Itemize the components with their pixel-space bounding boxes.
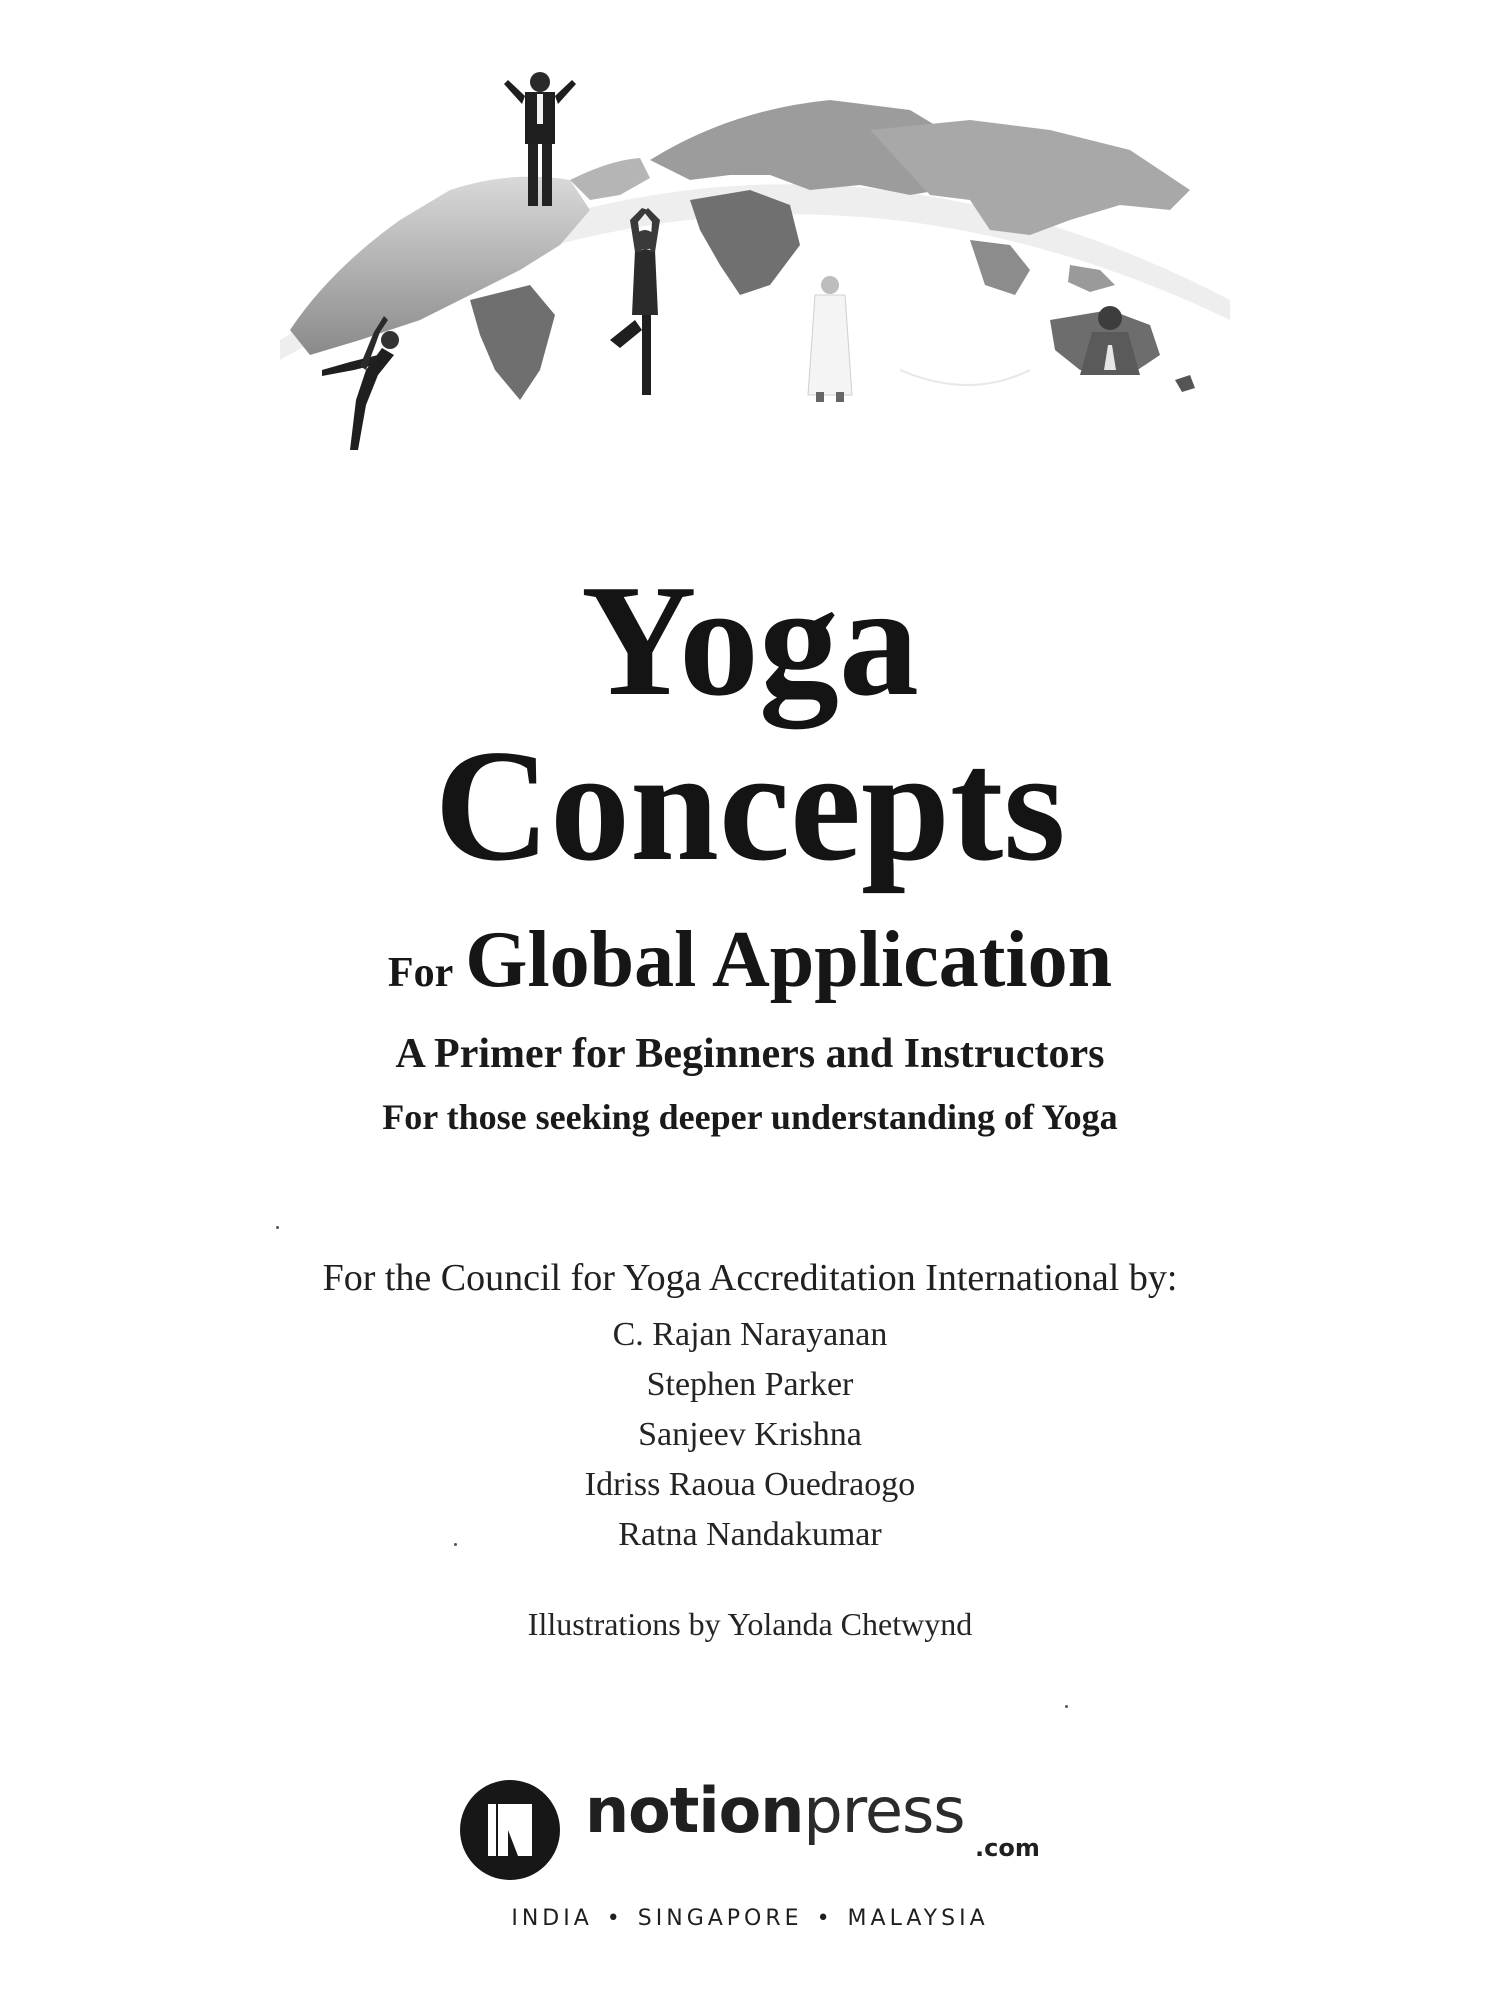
author-name: Ratna Nandakumar xyxy=(618,1516,882,1553)
world-map-with-yoga-figures-icon xyxy=(270,70,1250,510)
tagline-primary: A Primer for Beginners and Instructors xyxy=(395,1031,1105,1077)
publisher-locations xyxy=(0,1906,1500,1931)
publisher-logo xyxy=(460,1770,1040,1890)
scan-speck xyxy=(276,1226,279,1229)
publisher-name-light: press xyxy=(803,1774,965,1847)
illustrator-credit: Illustrations by Yolanda Chetwynd xyxy=(527,1606,973,1642)
location-singapore: SINGAPORE xyxy=(637,1906,803,1931)
author-name: Stephen Parker xyxy=(646,1366,854,1403)
subtitle-prefix: For xyxy=(387,950,454,996)
publisher-name-bold: notion xyxy=(585,1774,804,1847)
tree-pose-figure-icon xyxy=(610,208,660,395)
scan-speck xyxy=(454,1543,457,1546)
world-map-illustration xyxy=(270,70,1250,510)
scan-speck xyxy=(1065,1705,1068,1708)
location-separator: • xyxy=(816,1906,834,1931)
book-subtitle xyxy=(0,916,1500,1004)
publisher-domain: .com xyxy=(975,1834,1040,1862)
book-title-line-1: Yoga xyxy=(581,551,919,729)
publisher-name xyxy=(585,1774,965,1847)
book-title-line-2: Concepts xyxy=(434,716,1066,894)
location-malaysia: MALAYSIA xyxy=(847,1906,989,1931)
tagline-secondary: For those seeking deeper understanding of Yoga xyxy=(382,1097,1118,1137)
author-name: Idriss Raoua Ouedraogo xyxy=(584,1466,916,1503)
author-list xyxy=(0,1310,1500,1560)
author-name: Sanjeev Krishna xyxy=(638,1416,862,1453)
white-robe-figure-icon xyxy=(808,276,852,402)
subtitle-main: Global Application xyxy=(465,916,1113,1004)
location-india: INDIA xyxy=(511,1906,593,1931)
notion-press-n-icon xyxy=(460,1780,560,1880)
council-credit-line: For the Council for Yoga Accreditation International by: xyxy=(322,1257,1178,1299)
location-separator: • xyxy=(606,1906,624,1931)
author-name: C. Rajan Narayanan xyxy=(612,1316,888,1353)
